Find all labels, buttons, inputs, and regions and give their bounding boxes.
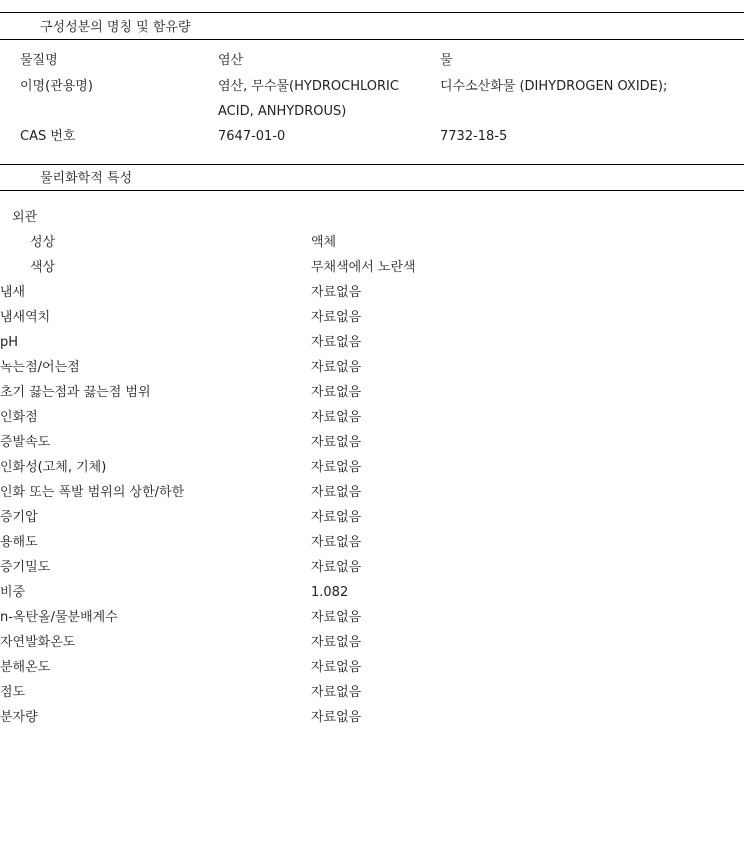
property-value: 자료없음 [311, 410, 362, 425]
property-value: 자료없음 [311, 385, 362, 400]
property-row-odor-threshold [0, 305, 744, 330]
property-value: 자료없음 [311, 360, 362, 375]
property-value: 자료없음 [311, 460, 362, 475]
property-value: 자료없음 [311, 610, 362, 625]
property-label: 증발속도 [0, 435, 51, 450]
property-value: 자료없음 [311, 310, 362, 325]
property-label: 비중 [0, 585, 26, 600]
property-label: 성상 [30, 235, 56, 250]
property-row-solubility [0, 530, 744, 555]
property-row-partition-coefficient [0, 605, 744, 630]
property-row-evaporation-rate [0, 430, 744, 455]
property-label: 색상 [30, 260, 56, 275]
property-label: 인화 또는 폭발 범위의 상한/하한 [0, 485, 185, 500]
section2-title-divider [0, 190, 744, 191]
property-label: 분자량 [0, 710, 38, 725]
water-synonym: 디수소산화물 (DIHYDROGEN OXIDE); [440, 79, 668, 94]
property-label: 증기밀도 [0, 560, 51, 575]
property-label: 인화점 [0, 410, 38, 425]
property-row-viscosity [0, 680, 744, 705]
property-label: n-옥탄올/물분배계수 [0, 610, 118, 625]
property-label: 녹는점/어는점 [0, 360, 80, 375]
property-value: 액체 [311, 235, 337, 250]
property-row-flash-point [0, 405, 744, 430]
property-value: 무채색에서 노란색 [311, 260, 416, 275]
property-row-vapor-density [0, 555, 744, 580]
property-value: 자료없음 [311, 335, 362, 350]
hydrochloric-acid-synonym-line2: ACID, ANHYDROUS) [218, 104, 347, 119]
property-value: 자료없음 [311, 510, 362, 525]
property-label: 용해도 [0, 535, 38, 550]
property-value: 1.082 [311, 585, 349, 600]
property-value: 자료없음 [311, 635, 362, 650]
property-label: 자연발화온도 [0, 635, 76, 650]
property-row-explosive-limits [0, 480, 744, 505]
property-row-decomposition-temperature [0, 655, 744, 680]
hydrochloric-acid-synonym-line1: 염산, 무수물(HYDROCHLORIC [218, 79, 399, 94]
section-title-physicochemical: 물리화학적 특성 [40, 171, 133, 186]
property-row-autoignition-temperature [0, 630, 744, 655]
property-label: 증기압 [0, 510, 38, 525]
property-label: 점도 [0, 685, 26, 700]
property-row-flammability [0, 455, 744, 480]
column-header-hydrochloric-acid: 염산 [218, 53, 244, 68]
property-label: pH [0, 335, 19, 350]
property-label: 냄새역치 [0, 310, 51, 325]
top-divider [0, 12, 744, 13]
hydrochloric-acid-cas: 7647-01-0 [218, 129, 286, 144]
section-title-composition: 구성성분의 명칭 및 함유량 [40, 20, 191, 35]
property-label: 외관 [12, 210, 38, 225]
property-row-melting-point [0, 355, 744, 380]
column-header-substance: 물질명 [20, 53, 58, 68]
property-value: 자료없음 [311, 485, 362, 500]
column-header-water: 물 [440, 53, 453, 68]
property-row-odor [0, 280, 744, 305]
property-label: 냄새 [0, 285, 26, 300]
property-row-appearance [0, 205, 744, 230]
synonym-label: 이명(관용명) [20, 79, 93, 94]
property-value: 자료없음 [311, 685, 362, 700]
property-value: 자료없음 [311, 560, 362, 575]
property-row-state [0, 230, 744, 255]
property-value: 자료없음 [311, 435, 362, 450]
property-row-color [0, 255, 744, 280]
property-label: 초기 끓는점과 끓는점 범위 [0, 385, 151, 400]
property-value: 자료없음 [311, 660, 362, 675]
property-row-molecular-weight [0, 705, 744, 730]
property-value: 자료없음 [311, 535, 362, 550]
property-label: 분해온도 [0, 660, 51, 675]
property-value: 자료없음 [311, 285, 362, 300]
section-title-divider [0, 39, 744, 40]
property-row-specific-gravity [0, 580, 744, 605]
property-label: 인화성(고체, 기체) [0, 460, 107, 475]
property-row-vapor-pressure [0, 505, 744, 530]
property-row-ph [0, 330, 744, 355]
cas-label: CAS 번호 [20, 129, 76, 144]
section2-top-divider [0, 164, 744, 165]
water-cas: 7732-18-5 [440, 129, 508, 144]
property-row-boiling-point [0, 380, 744, 405]
property-value: 자료없음 [311, 710, 362, 725]
